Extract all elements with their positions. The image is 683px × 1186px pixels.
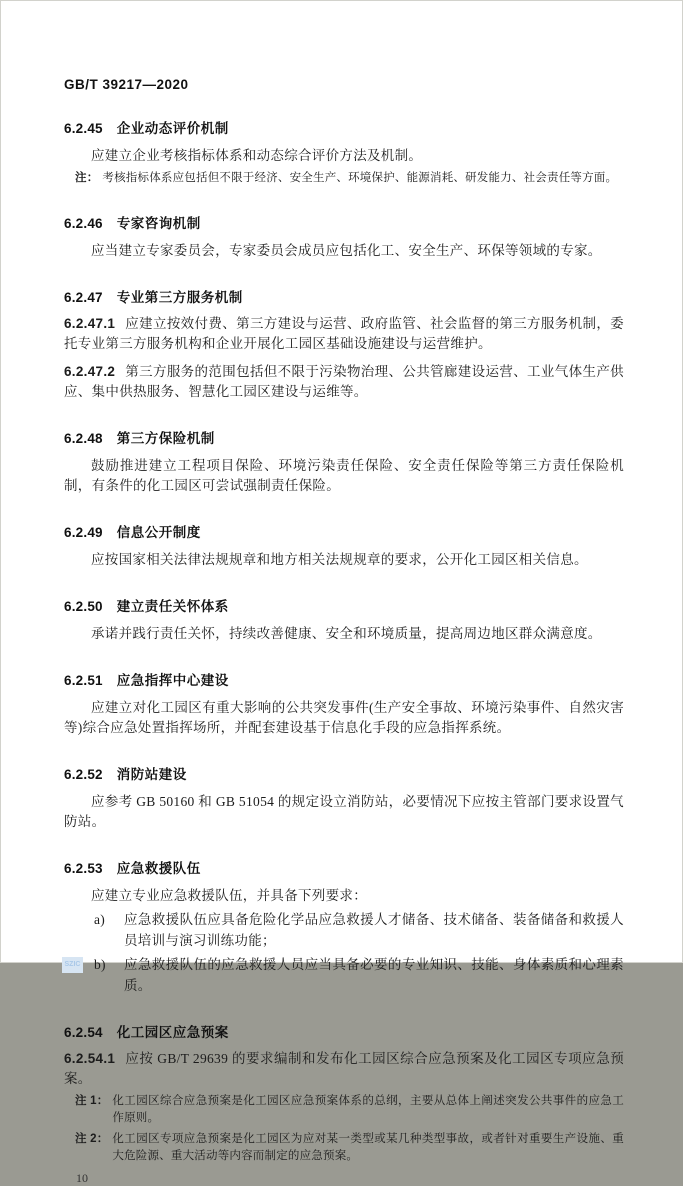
section-number: 6.2.51 <box>64 673 103 688</box>
section-title: 专家咨询机制 <box>116 216 201 231</box>
paragraph: 应参考 GB 50160 和 GB 51054 的规定设立消防站，必要情况下应按主管部门要求设置气防站。 <box>64 794 624 829</box>
section-number: 6.2.48 <box>64 431 103 446</box>
page-content <box>1 1 682 1186</box>
section-title: 应急救援队伍 <box>116 861 201 876</box>
section-title: 企业动态评价机制 <box>116 121 229 136</box>
note-label: 注 2： <box>75 1133 109 1145</box>
section-number: 6.2.46 <box>64 216 103 231</box>
section-heading-6252 <box>64 763 624 783</box>
sub-paragraph <box>64 314 624 354</box>
section-heading-6249 <box>64 521 624 541</box>
list-item-a <box>64 909 624 951</box>
section-heading-6254 <box>64 1021 624 1041</box>
paragraph: 应建立专业应急救援队伍，并具备下列要求： <box>91 888 367 903</box>
section-title: 第三方保险机制 <box>116 431 215 446</box>
sub-paragraph-text: 应建立按效付费、第三方建设与运营、政府监管、社会监督的第三方服务机制，委托专业第三方服务机构和企业开展化工园区基础设施建设与运营维护。 <box>64 316 624 351</box>
paragraph: 应当建立专家委员会，专家委员会成员应包括化工、安全生产、环保等领域的专家。 <box>91 243 602 258</box>
paragraph: 应按国家相关法律法规规章和地方相关法规规章的要求，公开化工园区相关信息。 <box>91 552 588 567</box>
sub-paragraph-number: 6.2.47.2 <box>64 364 116 379</box>
note-label: 注 1： <box>75 1095 109 1107</box>
note-2 <box>64 1131 624 1165</box>
section-heading-6245 <box>64 117 624 137</box>
section-title: 信息公开制度 <box>116 525 201 540</box>
section-heading-6247 <box>64 286 624 306</box>
sub-paragraph-number: 6.2.47.1 <box>64 316 116 331</box>
section-number: 6.2.45 <box>64 121 103 136</box>
section-number: 6.2.52 <box>64 767 103 782</box>
sub-paragraph-text: 应按 GB/T 29639 的要求编制和发布化工园区综合应急预案及化工园区专项应急预案。 <box>64 1051 624 1086</box>
paragraph: 鼓励推进建立工程项目保险、环境污染责任保险、安全责任保险等第三方责任保险机制，有条件的化工园区可尝试强制责任保险。 <box>64 458 624 493</box>
section-title: 专业第三方服务机制 <box>116 290 243 305</box>
paragraph: 应建立对化工园区有重大影响的公共突发事件(生产安全事故、环境污染事件、自然灾害等)综合应急处置指挥场所，并配套建设基于信息化手段的应急指挥系统。 <box>64 700 624 735</box>
note-label: 注： <box>75 172 99 184</box>
list-item-b <box>64 954 624 996</box>
paragraph: 承诺并践行责任关怀，持续改善健康、安全和环境质量，提高周边地区群众满意度。 <box>91 626 602 641</box>
section-heading-6246 <box>64 212 624 232</box>
list-item-text: 应急救援队伍的应急救援人员应当具备必要的专业知识、技能、身体素质和心理素质。 <box>124 957 624 993</box>
sub-paragraph <box>64 362 624 402</box>
paragraph: 应建立企业考核指标体系和动态综合评价方法及机制。 <box>91 148 423 163</box>
sub-paragraph-number: 6.2.54.1 <box>64 1051 116 1066</box>
section-number: 6.2.54 <box>64 1025 103 1040</box>
section-title: 消防站建设 <box>116 767 187 782</box>
note-1 <box>64 1093 624 1127</box>
section-title: 建立责任关怀体系 <box>116 599 229 614</box>
section-number: 6.2.50 <box>64 599 103 614</box>
list-item-text: 应急救援队伍应具备危险化学品应急救援人才储备、技术储备、装备储备和救援人员培训与演习训练功能； <box>124 912 624 948</box>
section-heading-6248 <box>64 427 624 447</box>
section-heading-6251 <box>64 669 624 689</box>
section-number: 6.2.53 <box>64 861 103 876</box>
note <box>64 170 624 187</box>
section-title: 应急指挥中心建设 <box>116 673 229 688</box>
section-number: 6.2.47 <box>64 290 103 305</box>
standard-number-header: GB/T 39217—2020 <box>64 77 189 92</box>
note-text: 考核指标体系应包括但不限于经济、安全生产、环境保护、能源消耗、研发能力、社会责任等方面。 <box>102 172 618 184</box>
section-number: 6.2.49 <box>64 525 103 540</box>
note-text: 化工园区专项应急预案是化工园区为应对某一类型或某几种类型事故，或者针对重要生产设施、重大危险源、重大活动等内容而制定的应急预案。 <box>112 1133 624 1162</box>
section-title: 化工园区应急预案 <box>116 1025 229 1040</box>
section-heading-6253 <box>64 857 624 877</box>
section-heading-6250 <box>64 595 624 615</box>
sub-paragraph-text: 第三方服务的范围包括但不限于污染物治理、公共管廊建设运营、工业气体生产供应、集中供热服务、智慧化工园区建设与运维等。 <box>64 364 624 399</box>
list-item-label: a) <box>94 912 106 927</box>
list-item-label: b) <box>94 957 106 972</box>
note-text: 化工园区综合应急预案是化工园区应急预案体系的总纲，主要从总体上阐述突发公共事件的应急工作原则。 <box>112 1095 624 1124</box>
watermark-stamp: SZIC <box>62 957 83 973</box>
sub-paragraph <box>64 1049 624 1089</box>
page-number: 10 <box>76 1171 88 1185</box>
